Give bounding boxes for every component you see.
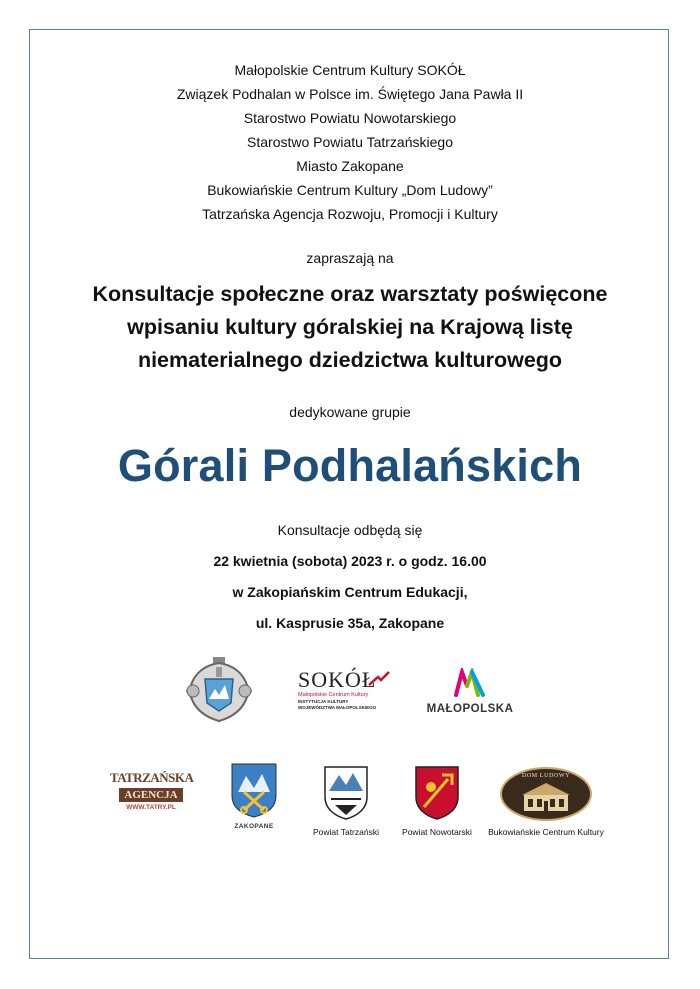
- sokol-subtitle: WOJEWÓDZTWA MAŁOPOLSKIEGO: [298, 705, 377, 710]
- sokol-subtitle: Małopolskie Centrum Kultury: [298, 692, 369, 698]
- zakopane-text: ZAKOPANE: [234, 823, 274, 830]
- tatrzanska-line2: AGENCJA: [119, 788, 182, 802]
- zakopane-coat-of-arms-icon: [230, 762, 278, 818]
- organizer: Starostwo Powiatu Nowotarskiego: [243, 110, 457, 126]
- bukowianskie-caption: Bukowiańskie Centrum Kultury: [488, 827, 604, 837]
- details-intro: Konsultacje odbędą się: [277, 522, 423, 538]
- tatrzanska-line1: TATRZAŃSKA: [110, 770, 194, 785]
- organizers-list: [0, 58, 700, 226]
- organizer: Małopolskie Centrum Kultury SOKÓŁ: [234, 62, 466, 78]
- powiat-nowotarski-coat-of-arms-icon: [414, 765, 460, 821]
- event-place: w Zakopiańskim Centrum Edukacji,: [232, 584, 468, 600]
- invite-text: zapraszają na: [306, 250, 394, 266]
- dom-ludowy-logo: [500, 767, 592, 821]
- organizer: Związek Podhalan w Polsce im. Świętego Jana Pawła II: [176, 86, 524, 102]
- dedication-text: dedykowane grupie: [289, 404, 411, 420]
- headline-line: Konsultacje społeczne oraz warsztaty poświęcone: [92, 282, 608, 306]
- organizer: Starostwo Powiatu Tatrzańskiego: [247, 134, 453, 150]
- dom-ludowy-building-icon: [516, 781, 576, 815]
- headline-line: niematerialnego dziedzictwa kulturowego: [137, 348, 563, 372]
- organizer: Bukowiańskie Centrum Kultury „Dom Ludowy”: [207, 182, 493, 198]
- sokol-title: SOKÓŁ: [298, 667, 377, 692]
- organizer: Tatrzańska Agencja Rozwoju, Promocji i Kultury: [202, 206, 498, 222]
- event-address: ul. Kasprusie 35a, Zakopane: [255, 615, 445, 631]
- zwiazek-podhalan-emblem-icon: [183, 655, 255, 727]
- malopolska-text: MAŁOPOLSKA: [426, 703, 514, 715]
- group-name: Górali Podhalańskich: [117, 440, 583, 491]
- dom-ludowy-text: DOM LUDOWY: [521, 773, 571, 779]
- malopolska-m-icon: [453, 668, 487, 698]
- powiat-tatrzanski-coat-of-arms-icon: [323, 765, 369, 821]
- zakopane-logo: [226, 762, 282, 830]
- powiat-nowotarski-caption: Powiat Nowotarski: [402, 827, 472, 837]
- headline-line: wpisaniu kultury góralskiej na Krajową listę: [127, 315, 573, 339]
- malopolska-logo: [420, 668, 520, 718]
- event-date: 22 kwietnia (sobota) 2023 r. o godz. 16.00: [213, 553, 487, 569]
- sokol-subtitle: INSTYTUCJA KULTURY: [298, 699, 349, 704]
- bird-icon: [368, 671, 390, 687]
- tatrzanska-url: WWW.TATRY.PL: [126, 804, 176, 811]
- organizer: Miasto Zakopane: [296, 158, 404, 174]
- tatrzanska-agencja-logo: [110, 770, 192, 822]
- event-details: [0, 515, 700, 639]
- event-headline: [0, 278, 700, 377]
- powiat-tatrzanski-caption: Powiat Tatrzański: [313, 827, 379, 837]
